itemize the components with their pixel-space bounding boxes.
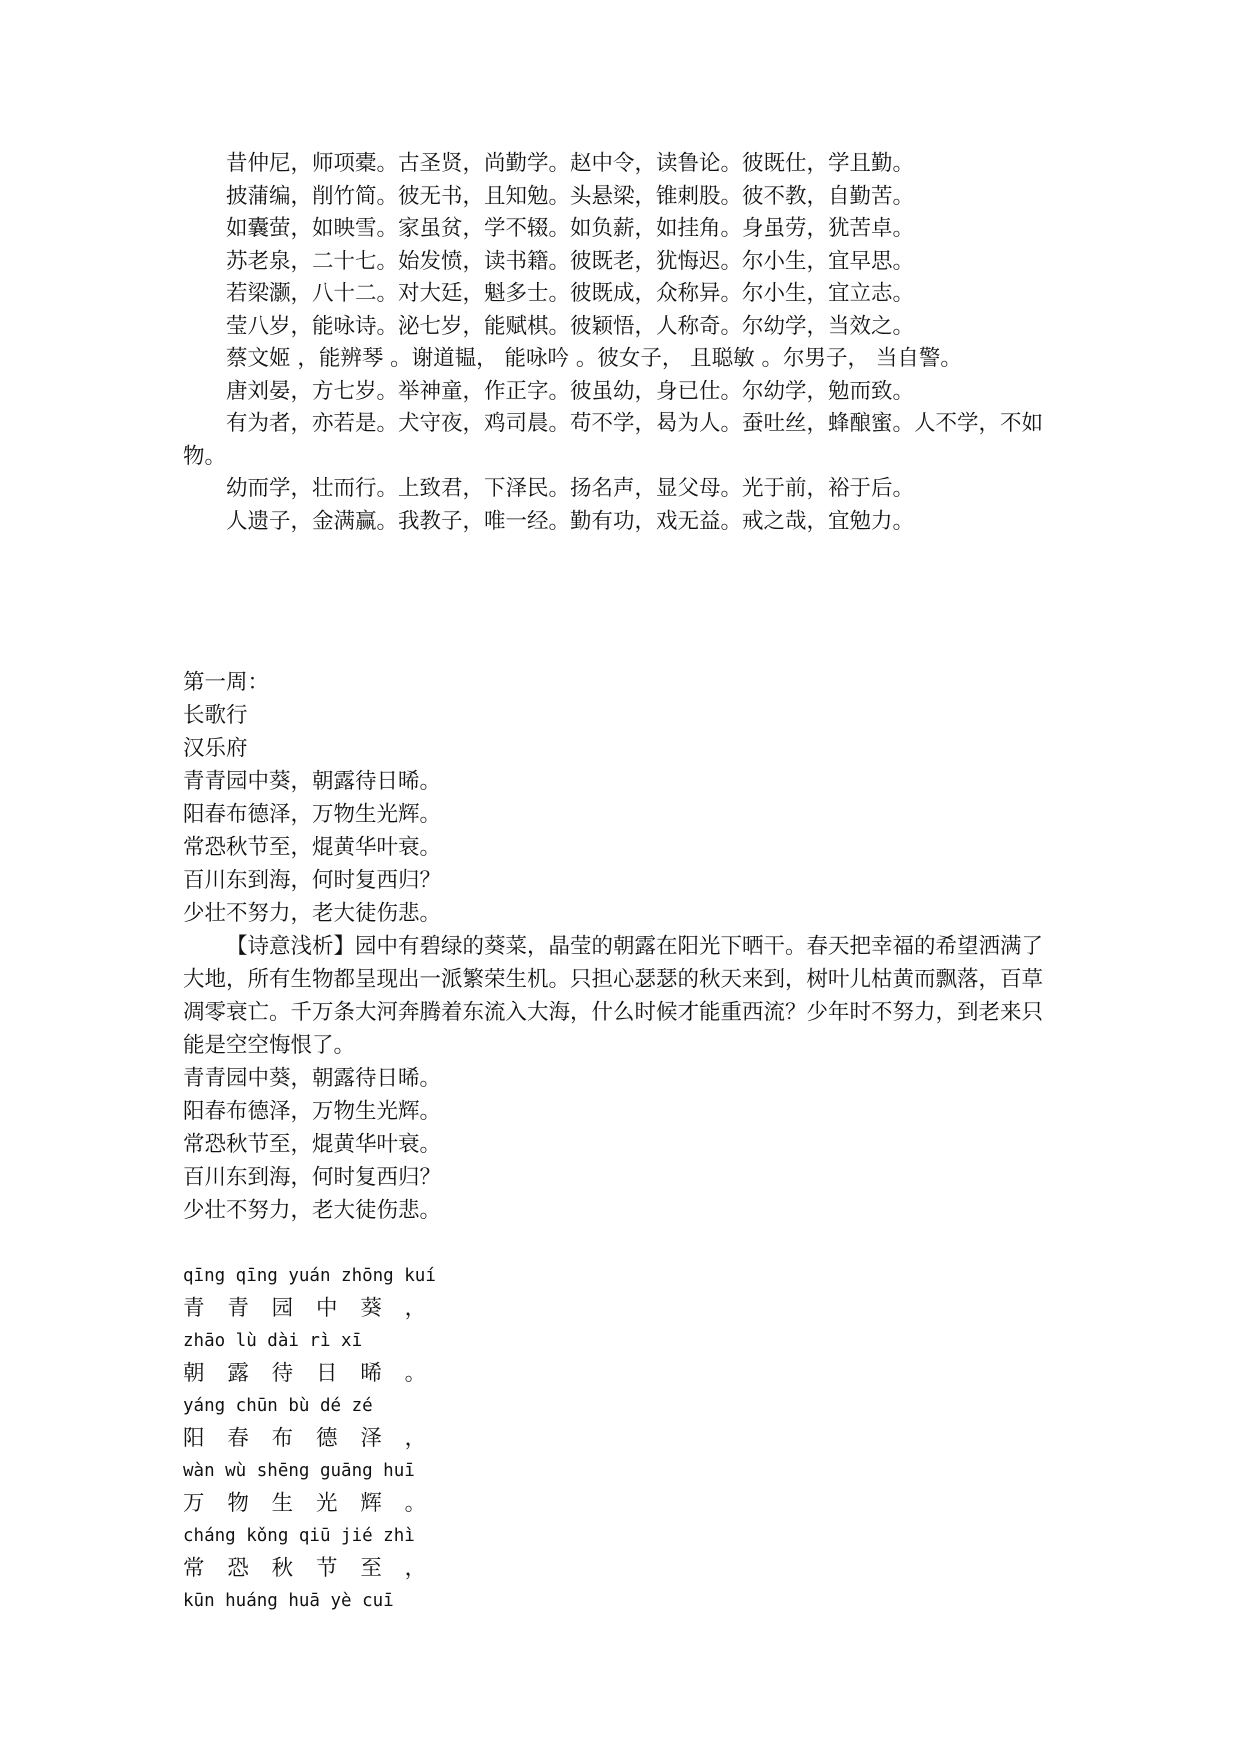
pinyin-line: qīng qīng yuán zhōng kuí <box>183 1266 436 1286</box>
poem-line: 百川东到海，何时复西归？ <box>183 868 442 893</box>
sanzijing-paragraph: 蔡文姬 ，能辨琴 。谢道韫， 能咏吟 。彼女子， 且聪敏 。尔男子， 当自警。 <box>226 346 962 371</box>
pinyin-line: yáng chūn bù dé zé <box>183 1396 373 1416</box>
document-page <box>183 148 1063 1617</box>
hanzi-line: 阳 春 布 德 泽 ， <box>183 1426 435 1451</box>
poem-line: 青青园中葵，朝露待日晞。 <box>183 769 442 794</box>
hanzi-line: 万 物 生 光 辉 。 <box>183 1491 435 1516</box>
poem-line: 阳春布德泽，万物生光辉。 <box>183 802 442 827</box>
sanzijing-paragraph: 唐刘晏，方七岁。举神童，作正字。彼虽幼，身已仕。尔幼学，勉而致。 <box>226 378 915 404</box>
sanzijing-paragraph: 如囊萤，如映雪。家虽贫，学不辍。如负薪，如挂角。身虽劳，犹苦卓。 <box>226 216 915 241</box>
pinyin-section <box>183 1260 1063 1617</box>
poem-line: 常恐秋节至，焜黄华叶衰。 <box>183 835 442 860</box>
sanzijing-paragraph: 幼而学，壮而行。上致君，下泽民。扬名声，显父母。光于前，裕于后。 <box>226 476 915 501</box>
hanzi-line: 常 恐 秋 节 至 ， <box>183 1556 435 1581</box>
sanzijing-paragraph: 莹八岁，能咏诗。泌七岁，能赋棋。彼颖悟，人称奇。尔幼学，当效之。 <box>226 313 915 339</box>
poem-line-repeat: 百川东到海，何时复西归？ <box>183 1165 442 1190</box>
sanzijing-paragraph: 人遗子，金满赢。我教子，唯一经。勤有功，戏无益。戒之哉，宜勉力。 <box>226 508 915 534</box>
hanzi-line: 朝 露 待 日 晞 。 <box>183 1361 435 1386</box>
pinyin-line: zhāo lù dài rì xī <box>183 1331 363 1351</box>
poem-analysis: 【诗意浅析】园中有碧绿的葵菜，晶莹的朝露在阳光下晒干。春天把幸福的希望洒满了大地，所有生物都呈现出一派繁荣生机。只担心瑟瑟的秋天来到，树叶儿枯黄而飘落，百草凋零衰亡。千万条大河奔腾着东流入大海，什么时候才能重西流？少年时不努力，到老来只能是空空悔恨了。 <box>183 934 1044 1058</box>
sanzijing-paragraph: 苏老泉，二十七。始发愤，读书籍。彼既老，犹悔迟。尔小生，宜早思。 <box>226 248 915 274</box>
poem-line-repeat: 青青园中葵，朝露待日晞。 <box>183 1066 442 1091</box>
pinyin-line: cháng kǒng qiū jié zhì <box>183 1526 415 1546</box>
poem-line-repeat: 阳春布德泽，万物生光辉。 <box>183 1099 442 1124</box>
sanzijing-paragraph: 披蒲编，削竹简。彼无书，且知勉。头悬梁，锥刺股。彼不教，自勤苦。 <box>226 183 915 209</box>
poem-title: 长歌行 <box>183 703 248 728</box>
sanzijing-paragraph: 若梁灏，八十二。对大廷，魁多士。彼既成，众称异。尔小生，宜立志。 <box>226 281 915 306</box>
poem-section <box>183 666 1063 1227</box>
sanzijing-section <box>183 148 1063 538</box>
poem-line-repeat: 常恐秋节至，焜黄华叶衰。 <box>183 1132 442 1157</box>
sanzijing-paragraph: 有为者，亦若是。犬守夜，鸡司晨。苟不学，曷为人。蚕吐丝，蜂酿蜜。人不学，不如物。 <box>183 411 1044 469</box>
poem-line-repeat: 少壮不努力，老大徒伤悲。 <box>183 1198 442 1223</box>
pinyin-line: kūn huáng huā yè cuī <box>183 1591 394 1611</box>
pinyin-line: wàn wù shēng guāng huī <box>183 1461 415 1481</box>
poem-line: 少壮不努力，老大徒伤悲。 <box>183 901 442 926</box>
week-label: 第一周： <box>183 670 270 695</box>
hanzi-line: 青 青 园 中 葵 ， <box>183 1296 435 1321</box>
poem-author: 汉乐府 <box>183 736 248 761</box>
section-spacer <box>183 1227 1063 1260</box>
section-spacer <box>183 538 1063 666</box>
sanzijing-paragraph: 昔仲尼，师项橐。古圣贤，尚勤学。赵中令，读鲁论。彼既仕，学且勤。 <box>226 151 915 176</box>
